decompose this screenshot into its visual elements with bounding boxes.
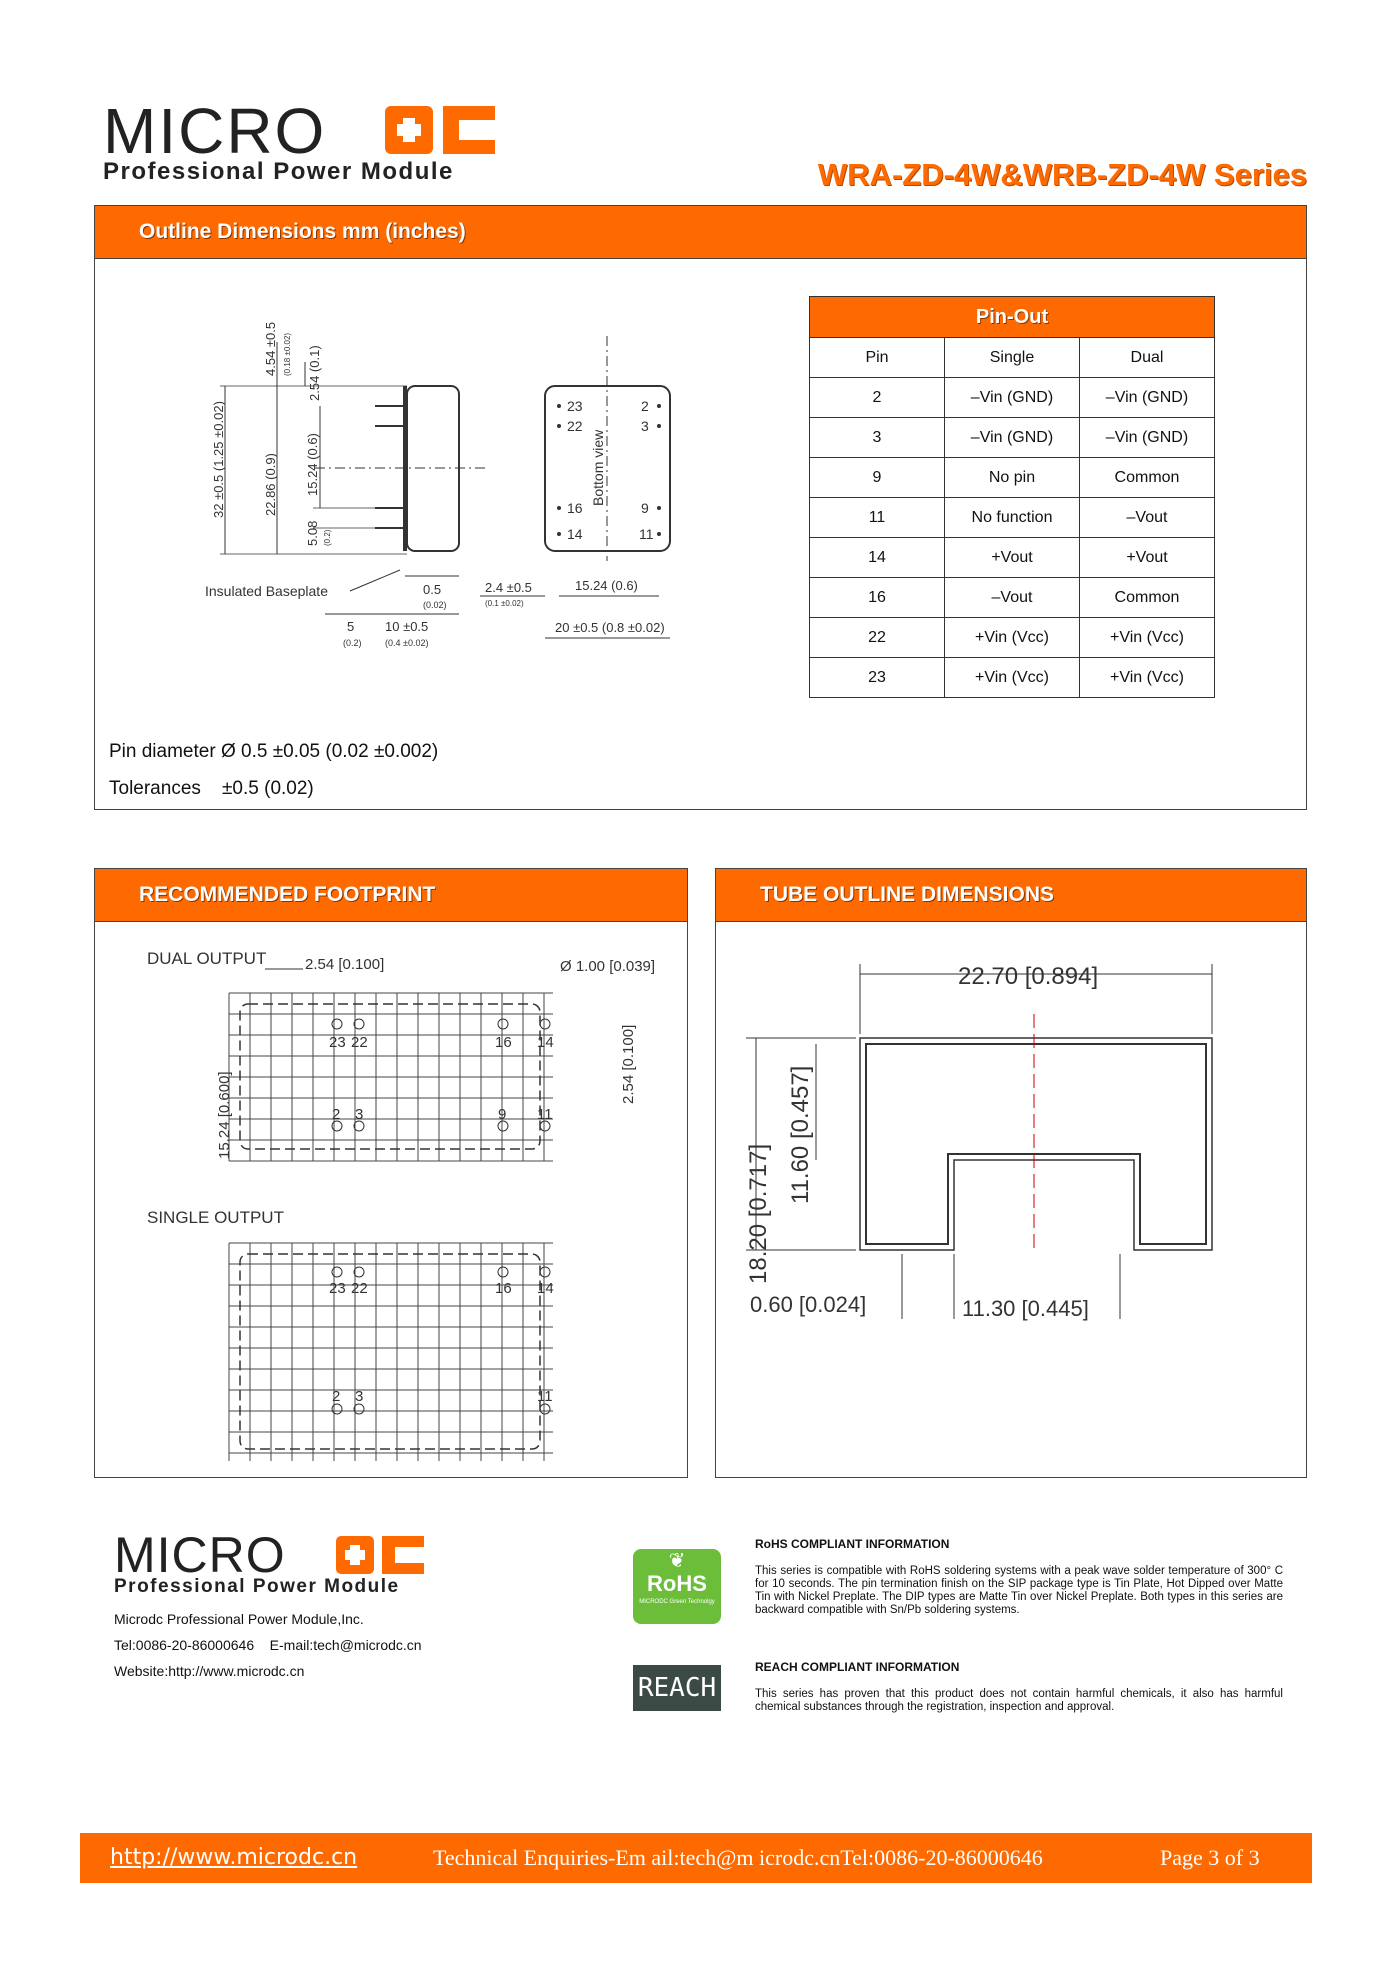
fp-pin: 23 bbox=[329, 1034, 346, 1051]
fp-pin: 22 bbox=[351, 1280, 368, 1297]
single-pins bbox=[329, 1267, 554, 1414]
fp-pin: 3 bbox=[355, 1106, 364, 1123]
pin-9: 9 bbox=[641, 500, 649, 516]
table-row bbox=[810, 578, 1215, 618]
fp-pin: 14 bbox=[537, 1280, 554, 1297]
pin-14: 14 bbox=[567, 526, 583, 542]
cell: 16 bbox=[810, 578, 945, 618]
table-row bbox=[810, 658, 1215, 698]
footer-enquiries: Technical Enquiries-Em ail:tech@m icrodc.cnTel:0086-20-86000646 bbox=[433, 1845, 1043, 1870]
height-label: 15.24 [0.600] bbox=[216, 1071, 233, 1159]
cell: 14 bbox=[810, 538, 945, 578]
dim-05: 0.5 bbox=[423, 582, 442, 597]
bottom-view-label: Bottom view bbox=[590, 429, 606, 506]
dim-1524: 15.24 (0.6) bbox=[305, 433, 320, 496]
single-grid bbox=[229, 1243, 553, 1461]
dim-2286: 22.86 (0.9) bbox=[263, 453, 278, 516]
cell: No function bbox=[945, 498, 1080, 538]
company-tel: Tel:0086-20-86000646 E-mail:tech@microdc.cn bbox=[114, 1637, 422, 1653]
header-dual: Dual bbox=[1080, 338, 1215, 378]
pin-3: 3 bbox=[641, 418, 649, 434]
footprint-drawing bbox=[105, 929, 665, 1469]
rohs-badge bbox=[633, 1549, 721, 1624]
dim-508: 5.08 bbox=[305, 520, 320, 546]
dim-454: 4.54 ±0.5 bbox=[263, 321, 278, 376]
outline-title: Outline Dimensions mm (inches) bbox=[95, 206, 1306, 259]
company-website: Website:http://www.microdc.cn bbox=[114, 1663, 305, 1679]
rohs-title: RoHS COMPLIANT INFORMATION bbox=[755, 1537, 950, 1551]
pin-23: 23 bbox=[567, 398, 583, 414]
tube-thickness: 0.60 [0.024] bbox=[750, 1292, 867, 1317]
logo-tagline: Professional Power Module bbox=[103, 158, 454, 185]
hole-label: Ø 1.00 [0.039] bbox=[560, 958, 656, 975]
dim-5i: (0.2) bbox=[343, 638, 362, 648]
cell: Common bbox=[1080, 578, 1215, 618]
dim-10: 10 ±0.5 bbox=[385, 619, 429, 634]
dim-10i: (0.4 ±0.02) bbox=[385, 638, 429, 648]
single-output-label: SINGLE OUTPUT bbox=[147, 1208, 284, 1227]
dim-1524b: 15.24 (0.6) bbox=[575, 578, 638, 593]
dual-output-label: DUAL OUTPUT bbox=[147, 949, 267, 968]
fp-pin: 2 bbox=[332, 1388, 341, 1405]
pin-11: 11 bbox=[639, 526, 654, 542]
footprint-title: RECOMMENDED FOOTPRINT bbox=[95, 869, 687, 922]
dual-pins bbox=[329, 1019, 554, 1131]
baseplate-label: Insulated Baseplate bbox=[205, 583, 328, 599]
fp-pin: 11 bbox=[537, 1106, 553, 1123]
cell: No pin bbox=[945, 458, 1080, 498]
table-row bbox=[810, 538, 1215, 578]
company-logo-dc-icon bbox=[334, 1534, 434, 1576]
footer-page: Page 3 of 3 bbox=[1160, 1845, 1260, 1870]
pin-diameter: Pin diameter Ø 0.5 ±0.05 (0.02 ±0.002) bbox=[109, 741, 439, 762]
pinout-table bbox=[809, 296, 1215, 698]
outline-drawing bbox=[195, 296, 715, 676]
dim-24i: (0.1 ±0.02) bbox=[485, 599, 524, 608]
cell: 2 bbox=[810, 378, 945, 418]
dim-20: 20 ±0.5 (0.8 ±0.02) bbox=[555, 620, 665, 635]
reach-title: REACH COMPLIANT INFORMATION bbox=[755, 1660, 960, 1674]
cell: –Vout bbox=[1080, 498, 1215, 538]
company-logo bbox=[114, 1527, 424, 1602]
pitch-label: 2.54 [0.100] bbox=[305, 956, 385, 973]
header-single: Single bbox=[945, 338, 1080, 378]
leaf-icon: ❦ bbox=[668, 1550, 686, 1572]
cell: –Vin (GND) bbox=[945, 378, 1080, 418]
dual-grid bbox=[229, 993, 553, 1161]
fp-pin: 22 bbox=[351, 1034, 368, 1051]
cell: –Vin (GND) bbox=[1080, 378, 1215, 418]
header-logo bbox=[103, 95, 513, 192]
cell: +Vout bbox=[1080, 538, 1215, 578]
rohs-text: This series is compatible with RoHS soldering systems with a peak wave solder temperature of 300° C for 10 seconds. The pin termination finish on the SIP package type is Tin Plate, Hot Dipped over Matte Tin with Nickel Preplate. The DIP types are Matte Tin over Nickel Preplate. Both types in this series are backward compatible with Sn/Pb soldering systems. bbox=[755, 1565, 1283, 1616]
cell: +Vin (Vcc) bbox=[945, 618, 1080, 658]
reach-badge: REACH bbox=[633, 1665, 721, 1711]
reach-text: This series has proven that this product does not contain harmful chemicals, it also has harmful chemical substances through the registration, inspection and approval. bbox=[755, 1688, 1283, 1713]
footprint-panel bbox=[94, 868, 688, 1478]
cell: +Vin (Vcc) bbox=[945, 658, 1080, 698]
fp-pin: 16 bbox=[495, 1280, 512, 1297]
cell: 23 bbox=[810, 658, 945, 698]
logo-dc-icon bbox=[383, 104, 499, 156]
tube-inner-width: 11.30 [0.445] bbox=[962, 1296, 1089, 1321]
cell: +Vout bbox=[945, 538, 1080, 578]
cell: Common bbox=[1080, 458, 1215, 498]
tube-width: 22.70 [0.894] bbox=[958, 963, 1099, 990]
header-pin: Pin bbox=[810, 338, 945, 378]
table-row bbox=[810, 418, 1215, 458]
pinout-header-row bbox=[810, 338, 1215, 378]
reach-info bbox=[755, 1660, 1283, 1714]
fp-pin: 11 bbox=[537, 1388, 553, 1405]
table-row bbox=[810, 458, 1215, 498]
pitch-v-label: 2.54 [0.100] bbox=[620, 1024, 637, 1104]
rohs-badge-text: RoHS bbox=[647, 1571, 707, 1596]
fp-pin: 16 bbox=[495, 1034, 512, 1051]
table-row bbox=[810, 498, 1215, 538]
pin-16: 16 bbox=[567, 500, 583, 516]
dim-24: 2.4 ±0.5 bbox=[485, 580, 532, 595]
rohs-info bbox=[755, 1537, 1283, 1617]
logo-wordmark: MICRO bbox=[103, 95, 327, 167]
table-row bbox=[810, 618, 1215, 658]
series-title: WRA-ZD-4W&WRB-ZD-4W Series bbox=[817, 157, 1307, 192]
company-contact bbox=[114, 1606, 422, 1684]
cell: +Vin (Vcc) bbox=[1080, 618, 1215, 658]
tube-title: TUBE OUTLINE DIMENSIONS bbox=[716, 869, 1306, 922]
tube-height: 18.20 [0.717] bbox=[745, 1143, 772, 1284]
table-row bbox=[810, 378, 1215, 418]
pin-22: 22 bbox=[567, 418, 583, 434]
dim-454i: (0.18 ±0.02) bbox=[283, 332, 292, 376]
dim-32: 32 ±0.5 (1.25 ±0.02) bbox=[211, 401, 226, 518]
pin-2: 2 bbox=[641, 398, 649, 414]
dim-508i: (0.2) bbox=[323, 529, 332, 546]
company-logo-wordmark: MICRO bbox=[114, 1527, 286, 1583]
tube-inner-height: 11.60 [0.457] bbox=[787, 1065, 814, 1204]
fp-pin: 9 bbox=[498, 1106, 507, 1123]
cell: –Vout bbox=[945, 578, 1080, 618]
fp-pin: 14 bbox=[537, 1034, 554, 1051]
cell: –Vin (GND) bbox=[945, 418, 1080, 458]
cell: 11 bbox=[810, 498, 945, 538]
pinout-title: Pin-Out bbox=[810, 297, 1215, 338]
outline-panel bbox=[94, 205, 1307, 810]
footer-url[interactable]: http://www.microdc.cn bbox=[110, 1845, 358, 1870]
fp-pin: 3 bbox=[355, 1388, 364, 1405]
rohs-badge-sub: MICRODC Green Technolgy bbox=[639, 1599, 715, 1605]
cell: 9 bbox=[810, 458, 945, 498]
company-logo-tagline: Professional Power Module bbox=[114, 1576, 400, 1597]
cell: +Vin (Vcc) bbox=[1080, 658, 1215, 698]
cell: 3 bbox=[810, 418, 945, 458]
tolerances: Tolerances ±0.5 (0.02) bbox=[109, 778, 314, 799]
dim-254: 2.54 (0.1) bbox=[307, 345, 322, 401]
dim-5: 5 bbox=[347, 619, 355, 634]
cell: –Vin (GND) bbox=[1080, 418, 1215, 458]
company-name: Microdc Professional Power Module,Inc. bbox=[114, 1611, 364, 1627]
fp-pin: 23 bbox=[329, 1280, 346, 1297]
dim-05i: (0.02) bbox=[423, 600, 447, 610]
fp-pin: 2 bbox=[332, 1106, 341, 1123]
tube-drawing bbox=[716, 924, 1276, 1464]
tube-panel bbox=[715, 868, 1307, 1478]
cell: 22 bbox=[810, 618, 945, 658]
footer-bar bbox=[80, 1833, 1312, 1883]
